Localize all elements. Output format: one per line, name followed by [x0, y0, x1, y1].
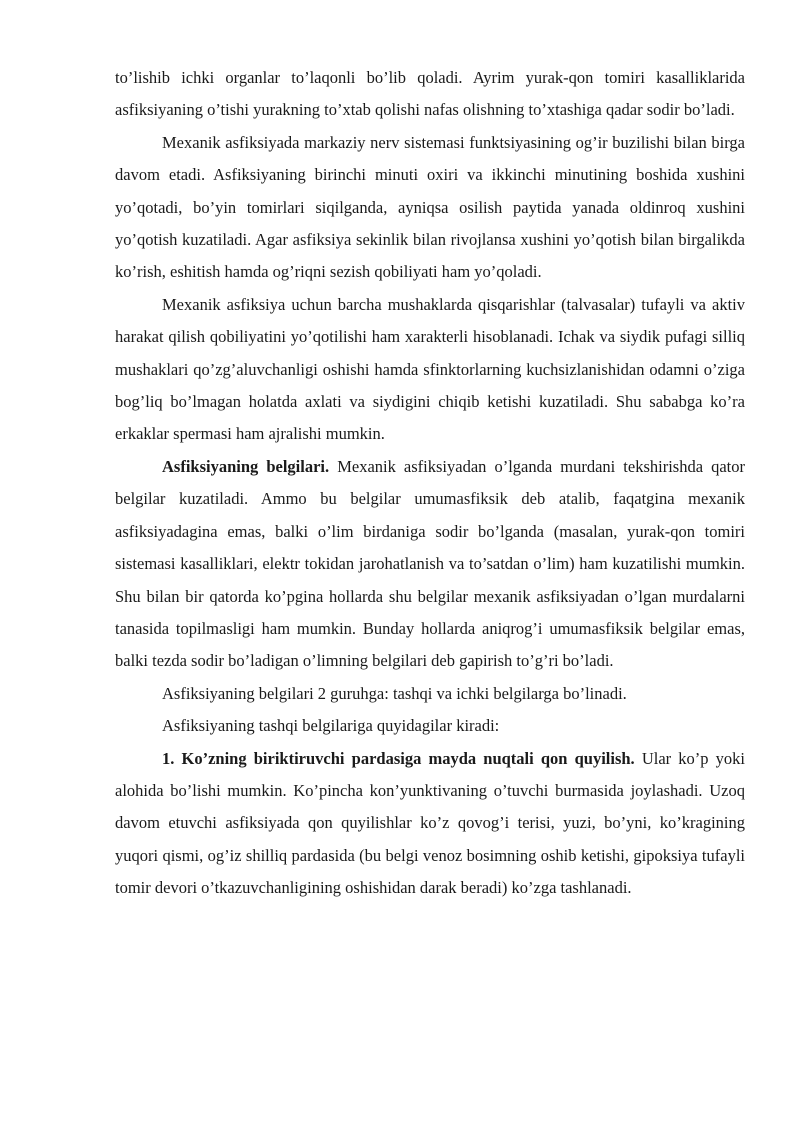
numbered-item-heading: 1. Ko’zning biriktiruvchi pardasiga mayda nuqtali qon quyilish. — [162, 748, 635, 768]
paragraph-2-text: Mexanik asfiksiyada markaziy nerv sistemasi funktsiyasining og’ir buzilishi bilan birga davom etadi. Asfiksiyaning birinchi minuti oxiri va ikkinchi minutining boshida xushini yo’qotadi, bo’yin tomirlari siqilganda, ayniqsa osilish paytida yanada oldinroq xushini yo’qotish kuzatiladi. Agar asfiksiya sekinlik bilan rivojlansa xushini yo’qotish bilan birgalikda ko’rish, eshitish hamda og’riqni sezish qobiliyati ham yo’qoladi. — [115, 132, 745, 282]
section-heading-signs: Asfiksiyaning belgilari. — [162, 456, 330, 476]
paragraph-1-text: to’lishib ichki organlar to’laqonli bo’lib qoladi. Ayrim yurak-qon tomiri kasalliklarida asfiksiyaning o’tishi yurakning to’xtab qolishi nafas olishning to’xtashiga qadar sodir bo’ladi. — [115, 68, 745, 120]
paragraph-7-text: Ular ko’p yoki alohida bo’lishi mumkin. Ko’pincha kon’yunktivaning o’tuvchi burmasida joylashadi. Uzoq davom etuvchi asfiksiyada qon quyilishlar ko’z qovog’i terisi, yuzi, bo’yni, ko’kragining yuqori qismi, og’iz shilliq pardasida (bu belgi venoz bosimning oshib ketishi, gipoksiya tufayli tomir devori o’tkazuvchanligining oshishidan darak beradi) ko’zga tashlanadi. — [115, 748, 746, 898]
paragraph-4 — [115, 451, 745, 678]
document-page — [115, 62, 745, 905]
paragraph-2 — [115, 127, 745, 289]
paragraph-5-text: Asfiksiyaning belgilari 2 guruhga: tashqi va ichki belgilarga bo’linadi. — [162, 683, 627, 703]
paragraph-1 — [115, 62, 745, 127]
paragraph-6-text: Asfiksiyaning tashqi belgilariga quyidagilar kiradi: — [162, 716, 500, 736]
paragraph-5 — [115, 678, 745, 710]
paragraph-7 — [115, 743, 745, 905]
paragraph-4-text: Mexanik asfiksiyadan o’lganda murdani tekshirishda qator belgilar kuzatiladi. Ammo bu belgilar umumasfiksik deb atalib, faqatgina mexanik asfiksiyadagina emas, balki o’lim birdaniga sodir bo’lganda (masalan, yurak-qon tomiri sistemasi kasalliklari, elektr tokidan jarohatlanish va to’satdan o’lim) ham kuzatilishi mumkin. Shu bilan bir qatorda ko’pgina hollarda shu belgilar mexanik asfiksiyadan o’lgan murdalarni tanasida topilmasligi ham mumkin. Bunday hollarda aniqrog’i umumasfiksik belgilar emas, balki tezda sodir bo’ladigan o’limning belgilari deb gapirish to’g’ri bo’ladi. — [115, 456, 745, 671]
paragraph-3-text: Mexanik asfiksiya uchun barcha mushaklarda qisqarishlar (talvasalar) tufayli va aktiv harakat qilish qobiliyatini yo’qotilishi ham xarakterli hisoblanadi. Ichak va siydik pufagi silliq mushaklari qo’zg’aluvchanligi oshishi hamda sfinktorlarning kuchsizlanishidan odamni o’ziga bog’liq bo’lmagan holatda axlati va siydigini chiqib ketishi kuzatiladi. Shu sababga ko’ra erkaklar spermasi ham ajralishi mumkin. — [115, 294, 745, 444]
paragraph-3 — [115, 289, 745, 451]
paragraph-6 — [115, 710, 745, 742]
